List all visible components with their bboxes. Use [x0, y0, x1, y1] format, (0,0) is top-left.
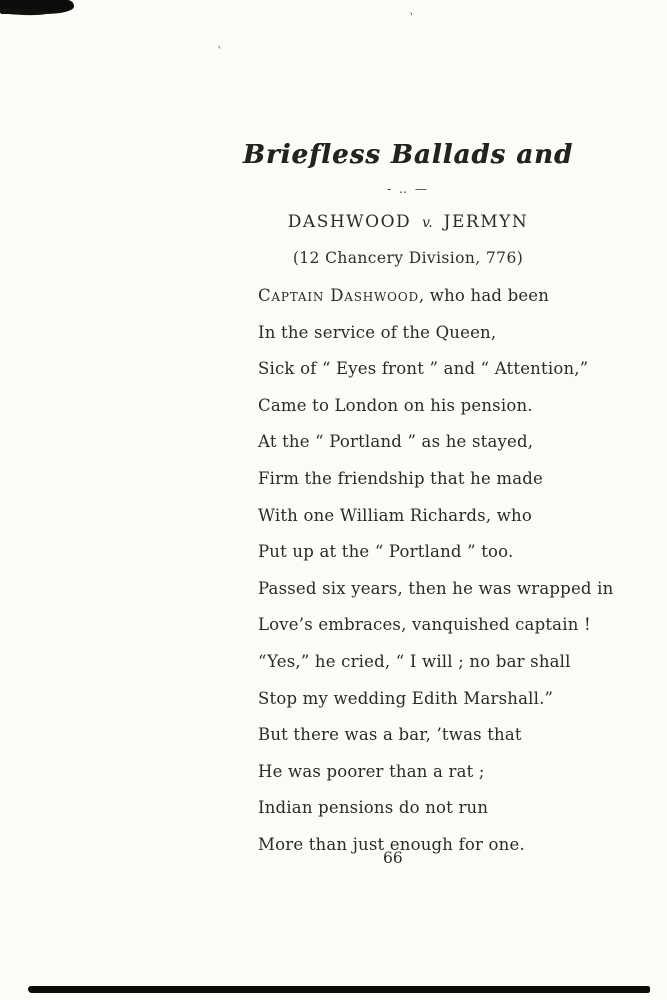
poem-line: In the service of the Queen,: [258, 322, 497, 342]
case-title-plaintiff: DASHWOOD: [287, 212, 412, 232]
poem-line: Stop my wedding Edith Marshall.”: [258, 688, 554, 708]
running-head-title: Briefless Ballads and: [242, 140, 574, 170]
poem-line: Sick of “ Eyes front ” and “ Attention,”: [258, 359, 589, 379]
scan-speck: `: [217, 45, 223, 59]
poem-line-opening: [258, 281, 628, 318]
poem-body: [258, 281, 628, 867]
poem-opening-smallcaps: Captain Dashwood: [258, 286, 419, 305]
poem-line: “Yes,” he cried, “ I will ; no bar shall: [258, 651, 571, 671]
poem-line: But there was a bar, ’twas that: [258, 725, 522, 745]
case-title-versus: v.: [422, 215, 433, 231]
case-citation: (12 Chancery Division, 776): [292, 249, 524, 267]
poem-line: With one William Richards, who: [258, 505, 533, 525]
poem-lines: [258, 318, 628, 867]
page-number: 66: [383, 849, 403, 867]
poem-line: Came to London on his pension.: [258, 395, 533, 415]
poem-line: More than just enough for one.: [258, 834, 525, 854]
case-title-defendant: JERMYN: [443, 212, 529, 232]
case-title: [158, 212, 658, 232]
page-header-block: [158, 140, 658, 267]
poem-line: Put up at the “ Portland ” too.: [258, 542, 514, 562]
poem-line: Passed six years, then he was wrapped in: [258, 578, 614, 598]
poem-line: Indian pensions do not run: [258, 798, 489, 818]
poem-line: At the “ Portland ” as he stayed,: [258, 432, 534, 452]
scan-speck: ˋ: [404, 11, 416, 28]
poem-line: He was poorer than a rat ;: [258, 761, 485, 781]
poem-line: Love’s embraces, vanquished captain !: [258, 615, 591, 635]
poem-line: Firm the friendship that he made: [258, 468, 543, 488]
poem-opening-rest: , who had been: [418, 286, 550, 305]
ornament-rule: - ‥ —: [387, 182, 429, 196]
scan-edge-bar-artifact: [28, 986, 650, 993]
